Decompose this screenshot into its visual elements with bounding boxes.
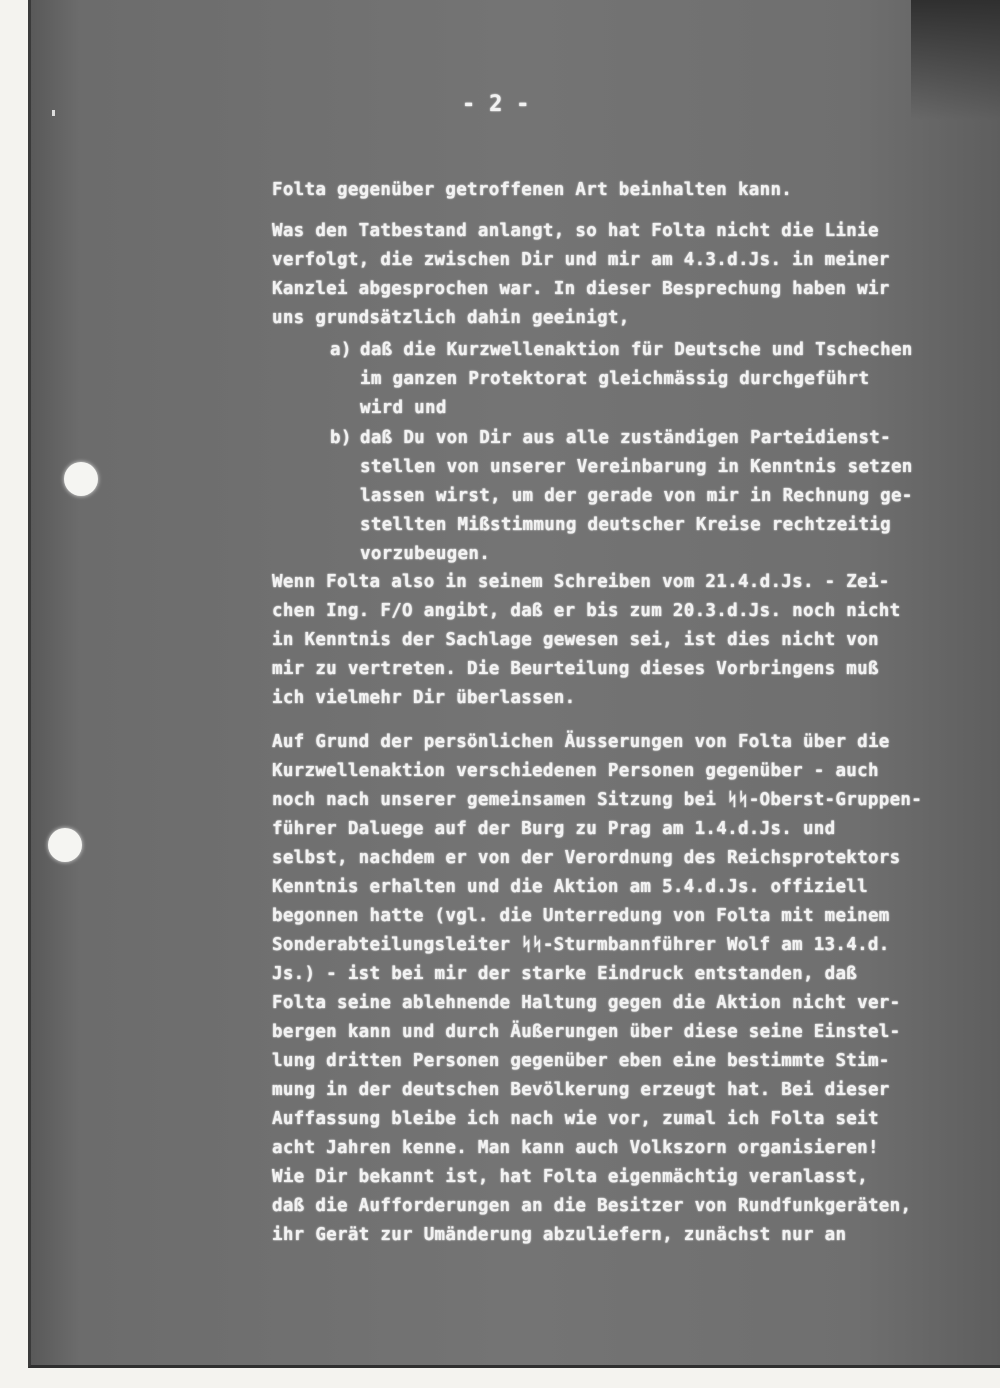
text-line: Js.) - ist bei mir der starke Eindruck entstanden, daß: [272, 964, 858, 984]
text-line: Wie Dir bekannt ist, hat Folta eigenmächtig veranlasst,: [272, 1167, 868, 1187]
text-line: Wenn Folta also in seinem Schreiben vom 21.4.d.Js. - Zei-: [272, 572, 890, 592]
text-line: stellen von unserer Vereinbarung in Kenntnis setzen: [360, 457, 913, 477]
text-line: Kenntnis erhalten und die Aktion am 5.4.d.Js. offiziell: [272, 877, 868, 897]
paragraph-1: [272, 176, 792, 205]
text-line: noch nach unserer gemeinsamen Sitzung bei ᛋᛋ-Oberst-Gruppen-: [272, 790, 923, 810]
paragraph-4: [272, 728, 922, 1250]
text-line: verfolgt, die zwischen Dir und mir am 4.3.d.Js. in meiner: [272, 250, 890, 270]
paragraph-2: [272, 217, 890, 333]
text-line: selbst, nachdem er von der Verordnung des Reichsprotektors: [272, 848, 901, 868]
text-line: daß die Kurzwellenaktion für Deutsche und Tschechen: [360, 340, 913, 360]
page-shadow: [911, 0, 1000, 120]
text-line: in Kenntnis der Sachlage gewesen sei, ist dies nicht von: [272, 630, 879, 650]
text-line: mir zu vertreten. Die Beurteilung dieses Vorbringens muß: [272, 659, 879, 679]
text-line: wird und: [360, 398, 447, 418]
list-item-b: [360, 424, 913, 569]
text-line: vorzubeugen.: [360, 544, 491, 564]
text-line: Kurzwellenaktion verschiedenen Personen gegenüber - auch: [272, 761, 879, 781]
punch-hole-upper: [64, 462, 98, 496]
paper-mark: [52, 110, 55, 116]
text-line: Auf Grund der persönlichen Äusserungen von Folta über die: [272, 732, 890, 752]
text-line: lung dritten Personen gegenüber eben eine bestimmte Stim-: [272, 1051, 890, 1071]
text-line: Folta seine ablehnende Haltung gegen die Aktion nicht ver-: [272, 993, 901, 1013]
paragraph-3: [272, 568, 900, 713]
list-label-a: a): [330, 340, 352, 360]
text-line: stellten Mißstimmung deutscher Kreise rechtzeitig: [360, 515, 891, 535]
page-number: - 2 -: [462, 92, 530, 117]
text-line: Auffassung bleibe ich nach wie vor, zumal ich Folta seit: [272, 1109, 879, 1129]
text-line: Was den Tatbestand anlangt, so hat Folta nicht die Linie: [272, 221, 879, 241]
text-line: im ganzen Protektorat gleichmässig durchgeführt: [360, 369, 870, 389]
text-line: Folta gegenüber getroffenen Art beinhalten kann.: [272, 180, 793, 200]
text-line: lassen wirst, um der gerade von mir in Rechnung ge-: [360, 486, 913, 506]
text-line: ich vielmehr Dir überlassen.: [272, 688, 576, 708]
text-line: Sonderabteilungsleiter ᛋᛋ-Sturmbannführer Wolf am 13.4.d.: [272, 935, 890, 955]
text-line: ihr Gerät zur Umänderung abzuliefern, zunächst nur an: [272, 1225, 847, 1245]
punch-hole-lower: [48, 828, 82, 862]
text-line: chen Ing. F/O angibt, daß er bis zum 20.3.d.Js. noch nicht: [272, 601, 901, 621]
text-line: daß die Aufforderungen an die Besitzer von Rundfunkgeräten,: [272, 1196, 912, 1216]
text-line: bergen kann und durch Äußerungen über diese seine Einstel-: [272, 1022, 901, 1042]
text-line: uns grundsätzlich dahin geeinigt,: [272, 308, 630, 328]
list-label-b: b): [330, 428, 352, 448]
text-line: acht Jahren kenne. Man kann auch Volkszorn organisieren!: [272, 1138, 879, 1158]
text-line: mung in der deutschen Bevölkerung erzeugt hat. Bei dieser: [272, 1080, 890, 1100]
text-line: daß Du von Dir aus alle zuständigen Parteidienst-: [360, 428, 891, 448]
text-line: begonnen hatte (vgl. die Unterredung von Folta mit meinem: [272, 906, 890, 926]
text-line: Kanzlei abgesprochen war. In dieser Besprechung haben wir: [272, 279, 890, 299]
text-line: führer Daluege auf der Burg zu Prag am 1.4.d.Js. und: [272, 819, 836, 839]
list-item-a: [360, 336, 913, 423]
